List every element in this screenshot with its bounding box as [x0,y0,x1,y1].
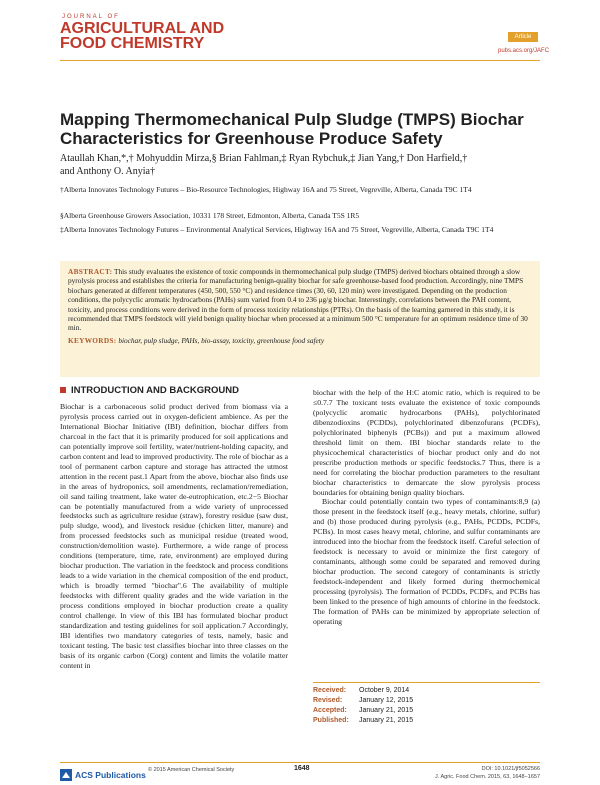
date-value: October 9, 2014 [359,687,410,694]
publication-dates [313,686,540,726]
journal-name [60,21,224,51]
header-divider [60,60,540,61]
journal-url-link[interactable]: pubs.acs.org/JAFC [498,48,550,54]
article-type-badge: Article [508,32,538,42]
date-label: Published: [313,717,349,724]
left-column [60,402,288,671]
keywords-label: KEYWORDS: [68,335,117,345]
author-list [60,152,540,178]
abstract-paragraph [68,267,532,333]
affiliation-2: §Alberta Greenhouse Growers Association, 10331 178 Street, Edmonton, Alberta, Canada T5S 1R5 [60,211,360,220]
date-published [313,716,540,726]
doi-text[interactable]: DOI: 10.1021/jf5052566 [481,766,540,772]
copyright-text: © 2015 American Chemical Society [148,767,235,773]
affiliation-1: †Alberta Innovates Technology Futures – Bio-Resource Technologies, Highway 16A and 75 Street, Vegreville, Alberta, Canada T9C 1T4 [60,185,472,194]
date-accepted [313,706,540,716]
author-line-1: Ataullah Khan,*,† Mohyuddin Mirza,§ Brian Fahlman,‡ Ryan Rybchuk,‡ Jian Yang,† Don Harfield,† [60,153,468,164]
affiliation-3: ‡Alberta Innovates Technology Futures – Environmental Analytical Services, Highway 16A and 75 Street, Vegreville, Alberta, Canada T9C 1T4 [60,225,494,234]
keywords-text: biochar, pulp sludge, PAHs, bio-assay, toxicity, greenhouse food safety [118,335,325,345]
body-paragraph: Biochar could potentially contain two types of contaminants:8,9 (a) those present in the feedstock itself (e.g., heavy metals, chlorine, sulfur) and (b) those produced during pyrolysis (e.g., PAHs, PCDDs, PCDFs, PCBs). In most cases heavy metal, chlorine, and sulfur contaminants are introduced into the biochar from the feedstock itself. Careful selection of feedstock is necessary to avoid or minimize the first category of contaminants, although some could be separated and removed during biochar production. The second category of contaminants is strictly feedstock-independent and likely formed during thermochemical processing (pyrolysis). The formation of PCDDs, PCDFs, and PCBs has been linked to the presence of high amounts of chlorine in the feedstock. The formation of PAHs can be minimized by appropriate selection of operating [313,497,540,626]
date-received [313,686,540,696]
footer-divider [60,762,540,763]
abstract-box [60,261,540,377]
publisher-name[interactable]: ACS Publications [75,770,146,780]
date-label: Revised: [313,697,343,704]
section-heading: INTRODUCTION AND BACKGROUND [71,385,239,396]
dates-divider [313,682,540,683]
date-value: January 12, 2015 [359,697,414,704]
page-number: 1648 [294,765,310,772]
date-value: January 21, 2015 [359,707,414,714]
citation-text: J. Agric. Food Chem. 2015, 63, 1648−1657 [434,774,540,780]
date-revised [313,696,540,706]
date-label: Received: [313,687,347,694]
acs-logo-icon [60,769,72,781]
journal-name-line2: FOOD CHEMISTRY [60,35,205,52]
date-label: Accepted: [313,707,347,714]
body-paragraph: Biochar is a carbonaceous solid product derived from biomass via a pyrolysis process carried out in oxygen-deficient ambience. As per the International Biochar Initiative (IBI) definition, biochar differs from charcoal in the fact that it is primarily produced for soil applications and can potentially improve soil fertility, water/nutrient-holding capacity, and carbon content and lead to improved productivity. The role of biochar as a tool of permanent carbon capture and storage has attracted the utmost attention in the recent past.1 Apart from the above, biochar also finds use in the areas of hydroponics, soil amendments, reclamation/remediation, oil sand tailing treatment, lake water de-eutrophication, etc.2−5 Biochar can be potentially manufactured from a wide variety of unprocessed feedstocks such as agriculture residue (straw), forestry residue (saw dust, pulp sludge, wood), and livestock residue (chicken litter, manure) and from processed feedstocks such as municipal residue (treated wood, construction/demolition waste). Furthermore, a wide range of process conditions (temperature, time, rate, environment) are employed during biochar production. The variation in the feedstock and process conditions leads to a wide variation in the chemical composition of the end product, which is broadly termed "biochar".6 The availability of multiple feedstocks with different quality grades and the wide variation in the process conditions employed in biochar production create a quality control challenge. In view of this IBI has formulated biochar product standardization and testing guidelines for soil application.7 Accordingly, IBI identifies two mandatory categories of tests, namely, basic and toxicant testing. The basic test classifies biochar into three classes on the basis of its organic carbon (Corg) content and limits the volatile matter content in [60,402,288,670]
keywords-paragraph [68,336,532,345]
journal-name-line1: AGRICULTURAL AND [60,20,225,37]
abstract-label: ABSTRACT: [68,267,113,276]
abstract-text: This study evaluates the existence of toxic compounds in thermomechanical pulp sludge (TMPS) derived biochars obtained through a slow pyrolysis process and establishes the criteria for manufacturing benign-quality biochar for safe greenhouse-based food production. Accordingly, nine TMPS biochars generated at different temperatures (450, 500, 550 °C) and residence times (30, 60, 120 min) were investigated. Depending on the production conditions, the polycyclic aromatic hydrocarbons (PAHs) sum varied from 0.4 to 236 μg/g biochar. Interestingly, correlations between the PAH content, toxicity, and process conditions were derived in the form of process toxicity relationships (PTRs). On the basis of the learning garnered in this study, it is recommended that TMPS feedstock will yield benign quality biochar when processed at a minimum 500 °C temperature for an optimum residence time of 30 min. [68,267,528,333]
body-paragraph: biochar with the help of the H:C atomic ratio, which is required to be ≤0.7.7 The toxicant tests evaluate the existence of toxic compounds (polycyclic aromatic hydrocarbons (PAHs), polychlorinated dibenzodioxins (PCDDs), polychlorinated dibenzofurans (PCDFs), polychlorinated biphenyls (PCBs)) and put a maximum allowed threshold limit on them. IBI biochar standards relate to the physicochemical characteristics of biochar product only and do not prescribe production methods or specific feedstocks.7 Thus, there is a need for correlating the biochar production parameters to the resultant biochar characteristics to demarcate the slow pyrolysis process boundaries for obtaining benign quality biochars. [313,388,540,497]
author-line-2: and Anthony O. Anyia† [60,166,155,177]
date-value: January 21, 2015 [359,717,414,724]
right-column [313,388,540,627]
journal-kicker: JOURNAL OF [62,14,120,20]
section-marker-icon [60,387,66,393]
article-title: Mapping Thermomechanical Pulp Sludge (TMPS) Biochar Characteristics for Greenhouse Produce Safety [60,110,524,148]
